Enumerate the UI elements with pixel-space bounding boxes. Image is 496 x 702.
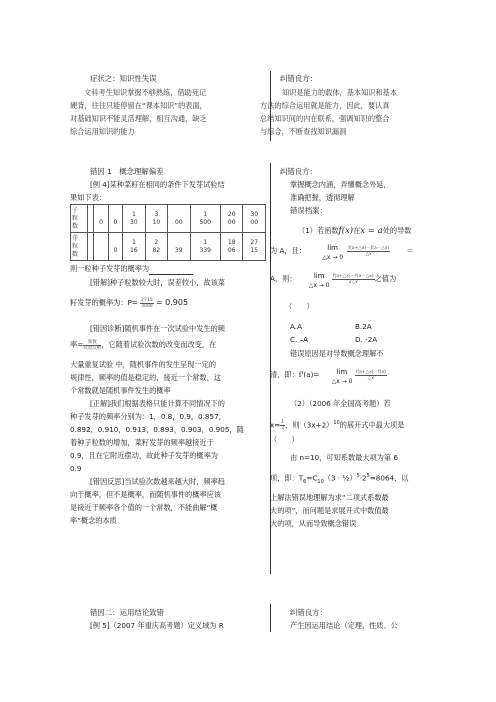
superscript: 5 xyxy=(366,473,370,479)
table-cell xyxy=(94,233,108,261)
reflection-line-2: 向于概率，但不是概率，而随机事件的概率应该 xyxy=(70,490,221,499)
question-line xyxy=(70,262,193,275)
q1-text: A，则： xyxy=(270,274,297,283)
diagnosis-line-2 xyxy=(70,338,216,351)
table-cell: 1 339 xyxy=(190,233,221,261)
clear-text: 清，即： xyxy=(270,370,299,379)
clear-line xyxy=(270,368,387,386)
symptom-line: 文科考生知识掌握不够熟练，借助死记 xyxy=(84,88,207,97)
wrong-line-1: [错解]种子粒数较大时，误差较小，故该菜 xyxy=(90,278,225,287)
lim-word: lim xyxy=(313,272,325,280)
remedy-line: 与综合，不断查找知识漏洞 xyxy=(260,127,347,136)
limit-fraction-1: $\frac{f(a+\triangle x)-f(a-\triangle x)}{\triangle x}$ xyxy=(348,245,390,257)
option-a: A.A xyxy=(290,322,302,331)
question-text: 则一粒种子发芽的概率为 xyxy=(70,264,150,273)
reflection-line-3: 是接近于频率各个值的一个常数，不能曲解“概 xyxy=(70,503,218,512)
table-cell: 0 xyxy=(108,233,122,261)
wrong-fraction: $\frac{2715}{3000}$ xyxy=(141,297,153,309)
limit-fraction-3: $\frac{f(a+\triangle x)-f(a)}{\triangle x}$ xyxy=(355,369,386,381)
q2-line-2 xyxy=(270,417,404,431)
reflection-line-4: 率”概念的本质 xyxy=(70,516,117,525)
x-equals-a: x = a xyxy=(360,226,383,236)
q2-text: 的展开式中最大项是 xyxy=(339,420,405,430)
limit-expression-1 xyxy=(322,244,343,262)
row-label: 子 粒 数 xyxy=(71,205,88,233)
q2-text: ·2 xyxy=(359,473,367,483)
q2-paren: （ ） xyxy=(270,435,299,444)
table-row xyxy=(71,205,266,233)
diagnosis-line-4: 规律性，频率的值是稳定的，接近一个常数，这 xyxy=(70,373,221,382)
remedy-title-top: 纠错良方： xyxy=(280,74,317,83)
q2-line-3: 由 n=10，可知系数最大项为第 6 xyxy=(290,453,398,462)
remedy-line: 方法的综合运用就是能力，因此，要认真 xyxy=(260,101,390,110)
correct-line-4: 着种子粒数的增加，菜籽发芽的频率越接近于 xyxy=(70,438,214,447)
correct-line-6: 0.9 xyxy=(70,464,82,473)
remedy-line: 知识是能力的载体，基本知识和基本 xyxy=(282,88,398,97)
q1-line-1 xyxy=(298,224,411,238)
remedy-title-2: 纠错良方： xyxy=(290,608,327,617)
remedy-line-2: 准确把握，透彻理解 xyxy=(290,193,355,202)
symptom-title: 症状之：知识性失误 xyxy=(90,74,157,83)
correct-line-1: [正解]我们根据表格只能计算不同情况下的 xyxy=(90,399,225,408)
equals-sign: ＝ xyxy=(406,246,414,255)
option-c: C. –A xyxy=(290,335,309,344)
table-cell: 1 16 xyxy=(123,233,145,261)
q2-text: =C xyxy=(306,473,318,483)
correct-line-5: 0.9，且在它附近摆动，故此种子发芽的概率为 xyxy=(70,451,218,460)
q2-line-4 xyxy=(270,470,408,489)
half-fraction: $\frac{1}{2}$ xyxy=(281,419,285,431)
q1-text: 处的导数 xyxy=(382,226,412,235)
lim-word: lim xyxy=(327,244,339,252)
q1-text: 为 A，且： xyxy=(270,246,306,255)
reflection-line-1: [错因反思]当试验次数越来越大时，频率趋 xyxy=(90,477,225,486)
correct-line-2: 种子发芽的频率分别为：1，0.8，0.9，0.857， xyxy=(70,412,226,421)
table-cell: 2 82 xyxy=(145,233,167,261)
diagnosis-text: 率= xyxy=(70,340,84,349)
subscript: 10 xyxy=(317,478,324,485)
table-cell: 1 500 xyxy=(190,205,221,233)
q2-text: x= xyxy=(270,420,281,430)
wrong-value: = 0.905 xyxy=(155,298,189,307)
diagnosis-line-3: 大量重复试验 中，随机事件的发生呈现一定的 xyxy=(70,360,217,369)
diagnosis-line-1: [错因诊断]随机事件在一次试验中发生的频 xyxy=(90,324,225,333)
q1-line-3 xyxy=(270,272,396,290)
lim-word: lim xyxy=(336,368,348,376)
superscript: 5 xyxy=(356,473,360,479)
table-cell: 0 xyxy=(94,205,108,233)
section2-title: 错因二：运用结论致错 xyxy=(90,608,164,617)
q2-value: =8064，以 xyxy=(369,473,409,483)
table-row xyxy=(71,233,266,261)
diagnosis-text: ，它随着试验次数的改变而改变，在 xyxy=(101,340,217,349)
fx-symbol: f(x) xyxy=(338,226,354,236)
remedy-title-1: 纠错良方： xyxy=(280,167,317,176)
q2-line-1: （2）（2006 年全国高考题）若 xyxy=(290,399,391,408)
table-cell: 3 10 xyxy=(145,205,167,233)
option-d: D. -2A xyxy=(355,335,378,344)
table-cell: 0 xyxy=(108,205,122,233)
limit-expression-3 xyxy=(332,368,353,386)
error-file-title: 错误档案： xyxy=(290,206,327,215)
subscript: 6 xyxy=(303,478,307,485)
remedy-line-1: 掌握概念内涵，弄懂概念外延， xyxy=(290,180,391,189)
q2-text: ，则（3x+2） xyxy=(285,420,334,430)
table-cell: 27 15 xyxy=(243,233,266,261)
example-5-line: [例 5]（2007 年重庆高考题）定义域为 R xyxy=(90,621,224,630)
table-cell: 20 00 xyxy=(221,205,243,233)
remedy-paragraph-top xyxy=(260,86,430,138)
table-cell: 30 00 xyxy=(243,205,266,233)
frequency-fraction: $\frac{\text{频数}}{\text{试验次数}}$ xyxy=(83,339,102,351)
lim-sub: △x → 0 xyxy=(322,254,344,261)
q2-tail-2: 大的项”，而问题是求展开式中数值最 xyxy=(270,506,389,515)
exponent: 10 xyxy=(333,420,340,426)
seed-table xyxy=(70,204,266,261)
q1-text: 之值为 xyxy=(374,274,397,283)
wrong-line-2 xyxy=(70,296,188,309)
symptom-paragraph xyxy=(70,86,266,138)
lim-sub: △x → 0 xyxy=(331,378,353,385)
lim-sub: △x → 0 xyxy=(308,282,330,289)
section1-title: 错因 1 概念理解偏差 xyxy=(90,167,164,176)
answer-blank xyxy=(149,265,193,275)
table-cell: 1 30 xyxy=(123,205,145,233)
option-b: B.2A xyxy=(355,322,372,331)
wrong-text: 籽发芽的概率为：P= xyxy=(70,298,138,307)
limit-expression-2 xyxy=(309,272,330,290)
q2-tail-1: 上解法错误地理解为求“二项式系数最 xyxy=(270,493,389,502)
q2-text: 项，即：T xyxy=(270,473,304,483)
example-line-2: 果如下表： xyxy=(70,193,106,202)
q1-text: （1）若函数 xyxy=(298,226,339,235)
reason-line: 错误原因是对导数概念理解不 xyxy=(290,349,384,358)
remedy-2-line: 产生因运用结论（定理、性质、公 xyxy=(290,621,398,630)
q1-text: 在 xyxy=(353,226,361,235)
q1-paren: （ ） xyxy=(285,302,314,311)
correct-line-3: 0.892，0.910，0.913，0.893，0.903，0.905，随 xyxy=(70,425,244,434)
symptom-line: 综合运用知识的能力 xyxy=(70,127,135,136)
example-line-1: [例 4]某种菜籽在相同的条件下发芽试验结 xyxy=(90,180,225,189)
table-cell: 18 06 xyxy=(221,233,243,261)
q2-expression: （3 · ½） xyxy=(323,473,357,483)
table-cell: 00 xyxy=(168,205,190,233)
derivative-symbol: f'(a)= xyxy=(298,370,320,379)
symptom-line: 对基础知识不能灵活理解，相互沟通，缺乏 xyxy=(70,114,207,123)
diagnosis-line-5: 个常数就是随机事件发生的概率 xyxy=(70,386,171,395)
q2-tail-3: 大的项，从而导致概念错误 xyxy=(270,519,357,528)
bottom-column-divider xyxy=(270,604,271,632)
row-label: 芽 粒 数 xyxy=(71,233,88,261)
limit-fraction-2: $\frac{f(a+\triangle x)-f(a-\triangle x)}{2\triangle x}$ xyxy=(332,273,374,285)
remedy-line: 总结知识间的内在联系，强调知识的整合 xyxy=(260,114,390,123)
table-cell: 39 xyxy=(168,233,190,261)
q1-line-2 xyxy=(270,244,414,262)
symptom-line: 硬背，往往只能停留在“课本知识”的表面， xyxy=(70,101,207,110)
